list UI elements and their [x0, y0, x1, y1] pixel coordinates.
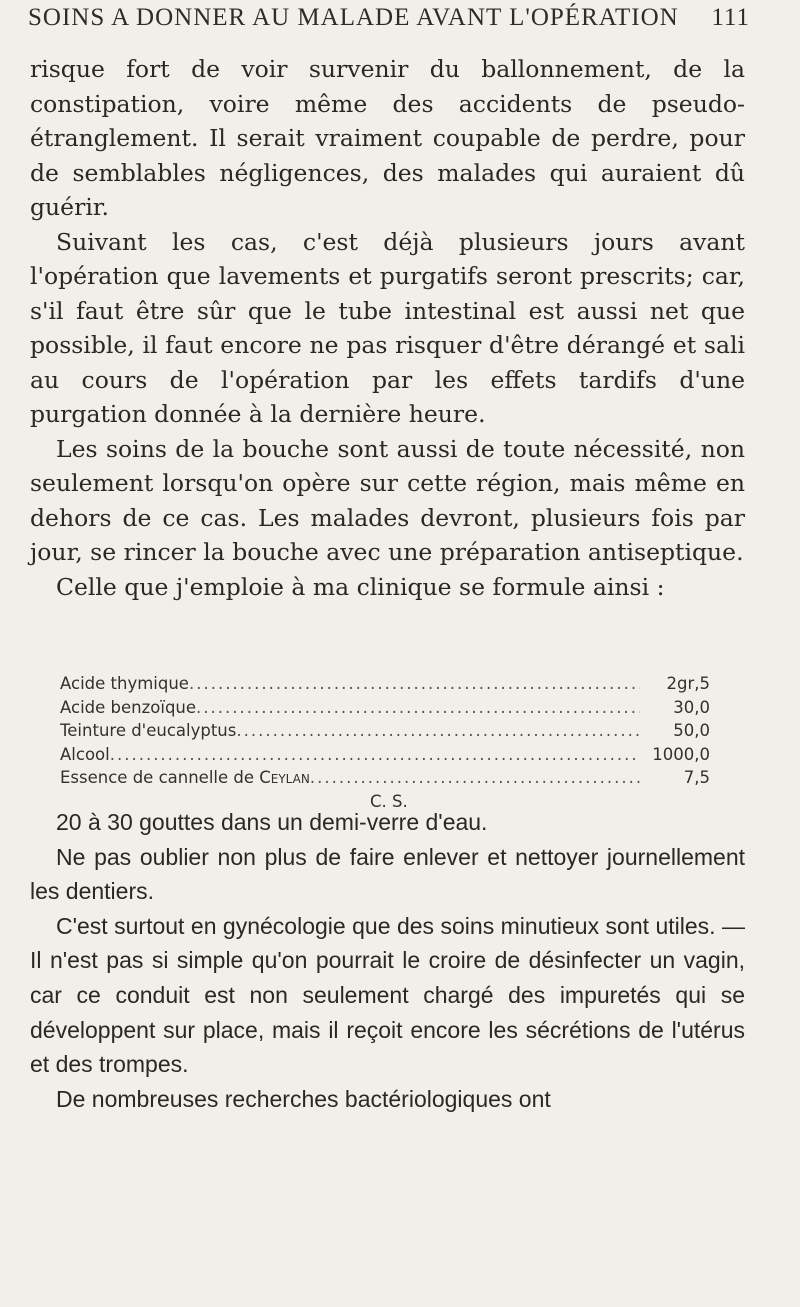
recipe-ingredient-small-caps: Ceylan [259, 768, 310, 787]
recipe-row [60, 719, 710, 743]
running-head [28, 4, 750, 32]
recipe-ingredient: Acide thymique [60, 674, 189, 693]
dot-leader [189, 672, 640, 696]
paragraph: C'est surtout en gynécologie que des soins minutieux sont utiles. — Il n'est pas si simple qu'on pourrait le croire de désinfecter un vagin, car ce conduit est non seulement chargé des impuretés qui se développent sur place, mais il reçoit encore les sécrétions de l'utérus et des trompes. [30, 912, 745, 1078]
recipe-ingredient [60, 766, 310, 790]
recipe-ingredient: Alcool [60, 744, 110, 764]
paragraph: De nombreuses recherches bactériologiques ont [56, 1085, 551, 1112]
body-text-upper [30, 52, 745, 604]
recipe-quantity: 30,0 [673, 697, 710, 717]
recipe-ingredient: Acide benzoïque [60, 697, 197, 717]
paragraph: 20 à 30 gouttes dans un demi-verre d'eau. [56, 809, 488, 835]
recipe-row [60, 766, 710, 790]
recipe-formula [60, 672, 710, 813]
dot-leader [196, 696, 640, 720]
dot-leader [110, 743, 640, 767]
paragraph: Les soins de la bouche sont aussi de toute nécessité, non seulement lorsqu'on opère sur cette région, mais même en dehors de ce cas. Les malades devront, plusieurs fois par jour, se rincer la bouche avec une préparation antiseptique. [30, 434, 745, 566]
paragraph: risque fort de voir survenir du ballonnement, de la constipation, voire même des accidents de pseudo-étranglement. Il serait vraiment coupable de perdre, pour de semblables négligences, des malades qui auraient dû guérir. [30, 55, 745, 221]
running-head-title: SOINS A DONNER AU MALADE AVANT L'OPÉRATION [28, 4, 679, 31]
recipe-quantity: 1000,0 [652, 744, 710, 764]
page-number: 111 [711, 4, 750, 31]
recipe-quantity: 2gr,5 [666, 674, 710, 693]
body-text-lower [30, 805, 745, 1116]
recipe-ingredient-prefix: Essence de cannelle de [60, 768, 260, 787]
recipe-quantity: 7,5 [683, 768, 710, 787]
recipe-row [60, 743, 710, 767]
paragraph: Ne pas oublier non plus de faire enlever et nettoyer journellement les dentiers. [30, 843, 745, 905]
paragraph: Celle que j'emploie à ma clinique se formule ainsi : [56, 572, 665, 601]
recipe-ingredient: Teinture d'eucalyptus [60, 721, 237, 740]
dot-leader [310, 766, 640, 790]
recipe-row [60, 672, 710, 696]
recipe-signature: C. S. [370, 791, 408, 811]
recipe-quantity: 50,0 [673, 721, 710, 740]
paragraph: Suivant les cas, c'est déjà plusieurs jours avant l'opération que lavements et purgatifs seront prescrits; car, s'il faut être sûr que le tube intestinal est aussi net que possible, il faut encore ne pas risquer d'être dérangé et sali au cours de l'opération par les effets tardifs d'une purgation donnée à la dernière heure. [30, 227, 745, 428]
recipe-row [60, 696, 710, 720]
dot-leader [236, 719, 640, 743]
